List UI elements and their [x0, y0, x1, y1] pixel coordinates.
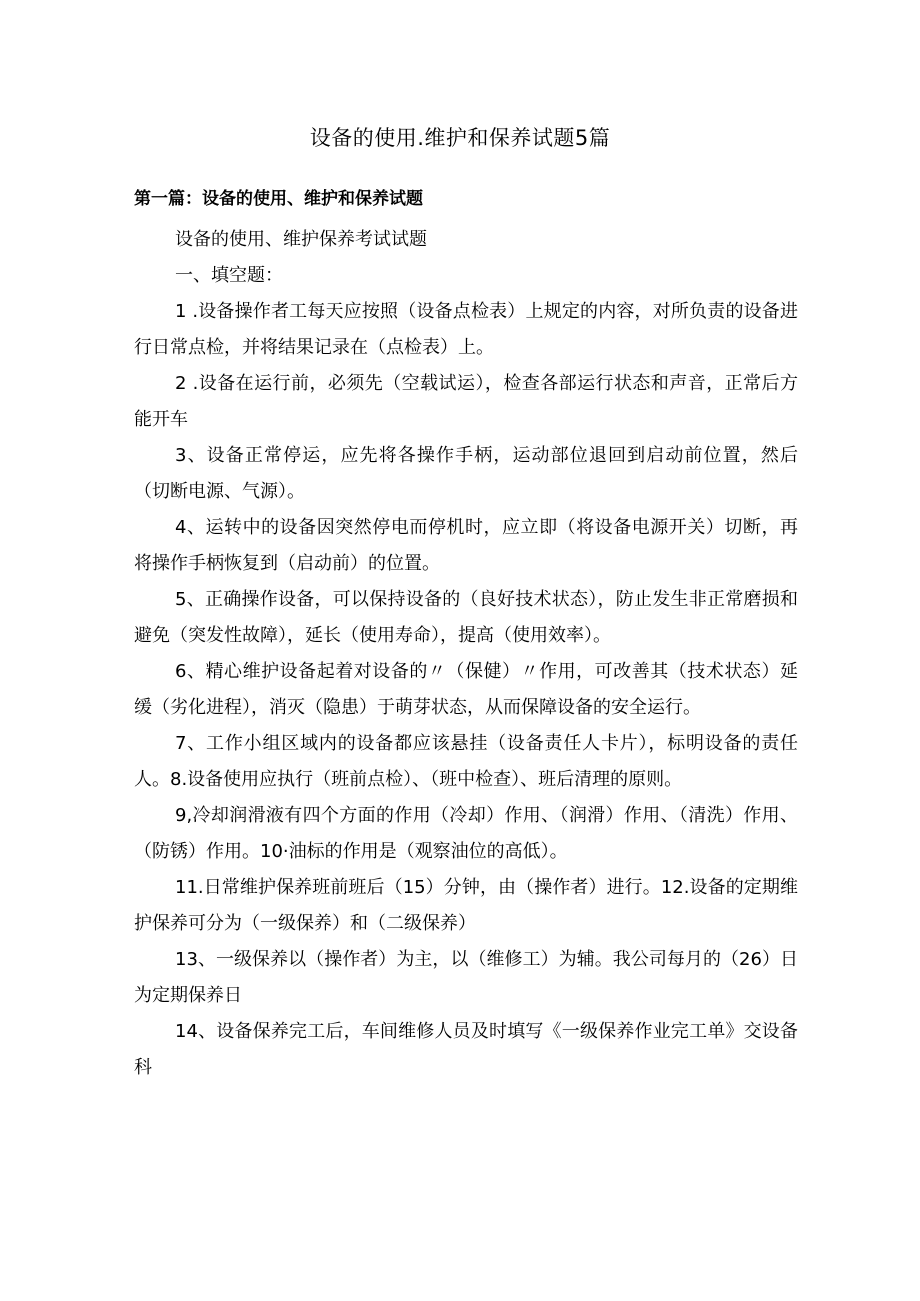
document-body — [134, 222, 798, 1086]
question-item: 14、设备保养完工后，车间维修人员及时填写《一级保养作业完工单》交设备科 — [134, 1021, 798, 1078]
question-item: 3、设备正常停运，应先将各操作手柄，运动部位退回到启动前位置，然后（切断电源、气源）。 — [134, 445, 798, 502]
question-item: 13、一级保养以（操作者）为主，以（维修工）为辅。我公司每月的（26）日为定期保养日 — [134, 949, 798, 1006]
question-item: 5、正确操作设备，可以保持设备的（良好技术状态），防止发生非正常磨损和避免（突发性故障），延长（使用寿命），提高（使用效率）。 — [134, 589, 798, 646]
part-heading: 一、填空题： — [175, 265, 283, 286]
question-item: 2 .设备在运行前，必须先（空载试运），检查各部运行状态和声音，正常后方能开车 — [134, 373, 798, 430]
section-heading: 第一篇：设备的使用、维护和保养试题 — [134, 189, 423, 209]
question-item: 11.日常维护保养班前班后（15）分钟，由（操作者）进行。12.设备的定期维护保养可分为（一级保养）和（二级保养） — [134, 877, 798, 934]
question-item: 9,冷却润滑液有四个方面的作用（冷却）作用、（润滑）作用、（清洗）作用、（防锈）作用。10·油标的作用是（观察油位的高低）。 — [134, 805, 798, 862]
question-item: 4、运转中的设备因突然停电而停机时，应立即（将设备电源开关）切断，再将操作手柄恢复到（启动前）的位置。 — [134, 517, 798, 574]
document-title: 设备的使用.维护和保养试题5篇 — [309, 126, 611, 150]
question-item: 1 .设备操作者工每天应按照（设备点检表）上规定的内容，对所负责的设备进行日常点检，并将结果记录在（点检表）上。 — [134, 301, 798, 358]
question-item: 7、工作小组区域内的设备都应该悬挂（设备责任人卡片），标明设备的责任人。8.设备使用应执行（班前点检）、（班中检查）、班后清理的原则。 — [134, 733, 798, 790]
exam-subtitle: 设备的使用、维护保养考试试题 — [175, 229, 427, 250]
question-item: 6、精心维护设备起着对设备的〃（保健）〃作用，可改善其（技术状态）延缓（劣化进程），消灭（隐患）于萌芽状态，从而保障设备的安全运行。 — [134, 661, 798, 718]
